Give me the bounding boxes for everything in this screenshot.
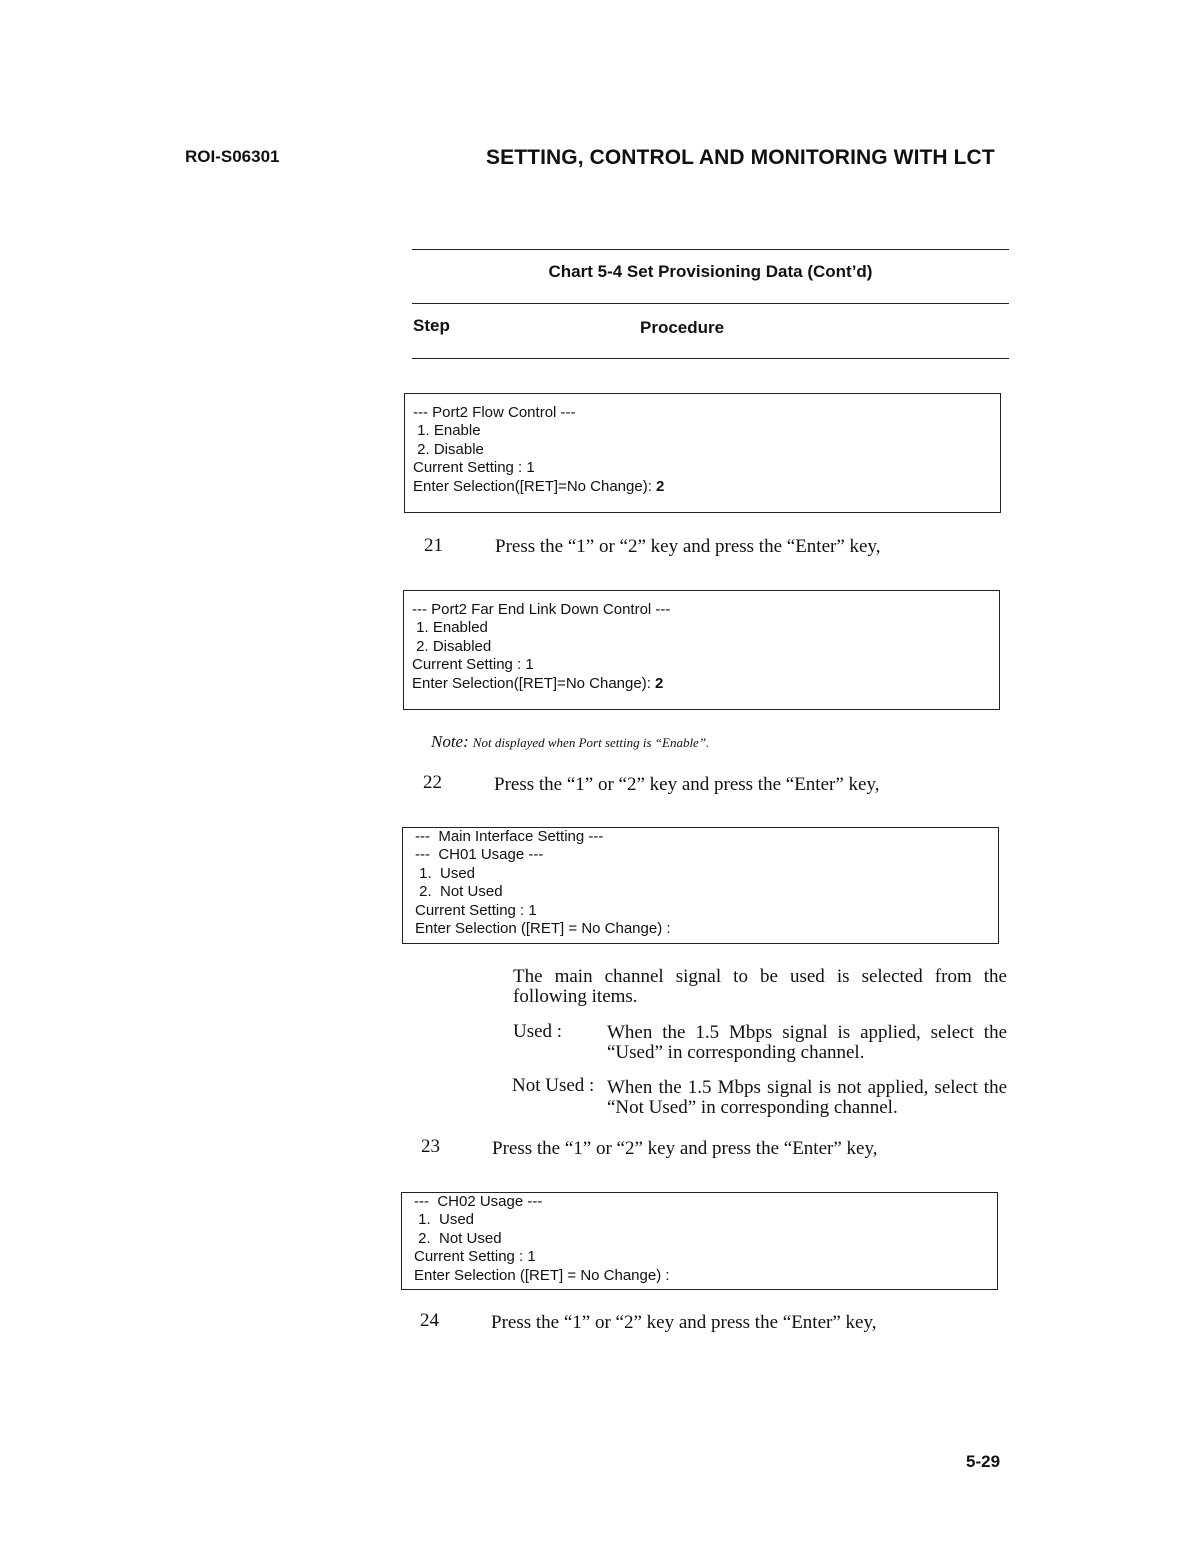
screen-line: --- Port2 Flow Control --- [413,404,576,421]
column-header-procedure: Procedure [640,318,725,337]
screen-line: --- CH02 Usage --- [414,1193,543,1210]
step-number: 24 [420,1310,439,1331]
chart-title: Chart 5-4 Set Provisioning Data (Cont’d) [548,262,873,281]
terminal-screen-main-interface-ch01 [402,827,999,944]
screen-input: 2 [655,674,664,692]
step-text: Press the “1” or “2” key and press the “Enter” key, [494,774,880,795]
screen-line: 1. Used [414,1211,475,1229]
explanation-term: Used : [513,1021,563,1042]
explanation-description: When the 1.5 Mbps signal is applied, select the “Used” in corresponding channel. [607,1022,1007,1063]
note-text: Not displayed when Port setting is “Enable”. [472,735,710,750]
terminal-screen-port2-far-end-link-down [403,590,1000,710]
screen-line: Current Setting : 1 [413,459,535,477]
section-title: SETTING, CONTROL AND MONITORING WITH LCT [486,146,995,169]
screen-line: Current Setting : 1 [415,901,537,919]
screen-line: 1. Enabled [412,619,488,637]
chart-title-rule [412,303,1009,304]
chart-top-rule [412,249,1009,250]
explanation-description: When the 1.5 Mbps signal is not applied, select the “Not Used” in corresponding channel. [607,1077,1007,1118]
screen-line: Enter Selection ([RET] = No Change) : [414,1266,670,1284]
screen-line: 1. Used [415,864,476,882]
screen-prompt: Enter Selection([RET]=No Change): [413,477,657,495]
screen-input: 2 [656,477,665,495]
screen-line: --- Port2 Far End Link Down Control --- [412,601,671,618]
screen-line: Current Setting : 1 [414,1248,536,1266]
note-label: Note: [431,732,469,751]
screen-line: 2. Disable [413,440,484,458]
terminal-screen-port2-flow-control [404,393,1001,513]
document-id: ROI-S06301 [185,147,280,166]
column-header-step: Step [413,316,450,335]
step-number: 23 [421,1136,440,1157]
screen-line: 2. Not Used [415,883,503,901]
terminal-screen-ch02-usage [401,1192,998,1290]
screen-line: 2. Disabled [412,637,492,655]
screen-line: 1. Enable [413,422,481,440]
page-number: 5-29 [966,1452,1001,1471]
step-text: Press the “1” or “2” key and press the “Enter” key, [492,1138,878,1159]
column-header-rule [412,358,1009,359]
explanation-term: Not Used : [512,1075,595,1096]
screen-line: Current Setting : 1 [412,656,534,674]
screen-line: 2. Not Used [414,1229,502,1247]
step-text: Press the “1” or “2” key and press the “Enter” key, [491,1312,877,1333]
step-number: 21 [424,535,443,556]
step-text: Press the “1” or “2” key and press the “Enter” key, [495,536,881,557]
screen-prompt-line [413,478,1000,496]
screen-prompt: Enter Selection([RET]=No Change): [412,674,656,692]
note [431,732,709,752]
explanation-intro: The main channel signal to be used is selected from the following items. [513,966,1007,1007]
screen-line: --- Main Interface Setting --- [415,828,604,845]
step-number: 22 [423,772,442,793]
screen-line: Enter Selection ([RET] = No Change) : [415,920,671,938]
screen-line: --- CH01 Usage --- [415,846,544,864]
screen-prompt-line [412,675,999,693]
